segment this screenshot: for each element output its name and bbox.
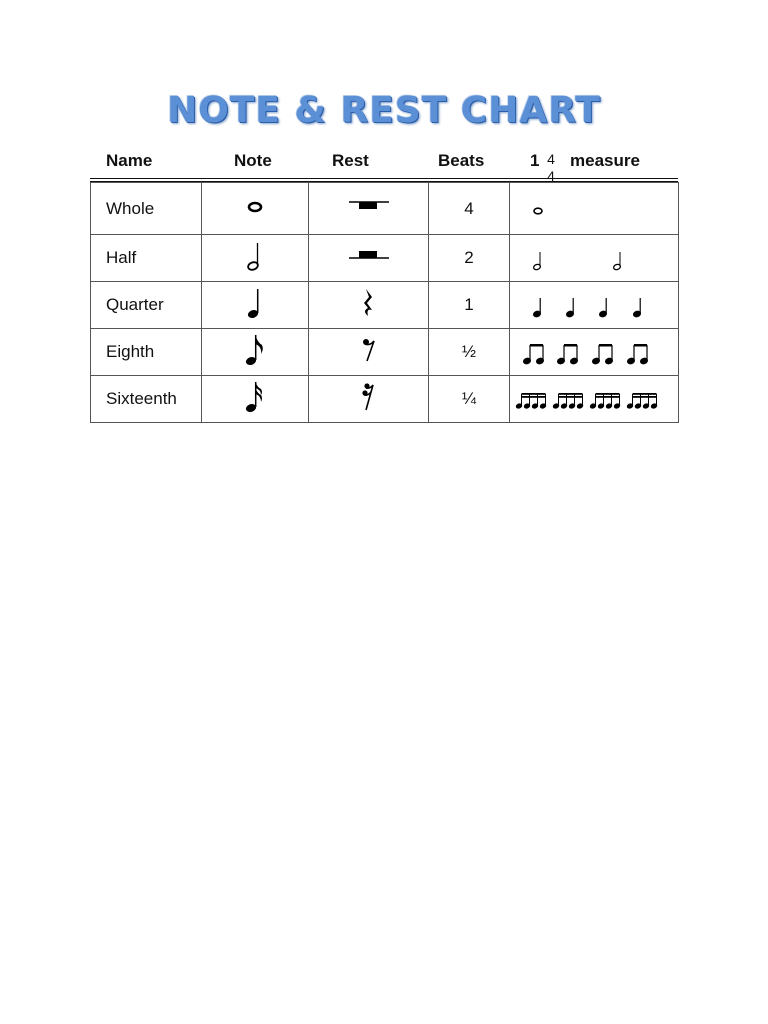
- whole-measure: [510, 183, 679, 235]
- sixteenth-measure: [510, 376, 679, 423]
- table-row: [91, 235, 679, 282]
- row-name: Eighth: [91, 329, 202, 376]
- row-name: Quarter: [91, 282, 202, 329]
- header-name: Name: [106, 151, 153, 170]
- table-row: [91, 329, 679, 376]
- time-signature-top: 4: [547, 151, 555, 167]
- row-beats: 1: [429, 282, 510, 329]
- half-measure: [510, 235, 679, 282]
- column-headers: [90, 148, 678, 184]
- sixteenth-note-icon: [202, 376, 309, 423]
- quarter-measure: [510, 282, 679, 329]
- header-beats: Beats: [438, 151, 485, 170]
- header-measure: measure: [570, 151, 640, 170]
- quarter-rest-icon: [309, 282, 429, 329]
- eighth-rest-icon: [309, 329, 429, 376]
- whole-rest-icon: [309, 183, 429, 235]
- eighth-note-icon: [202, 329, 309, 376]
- table-row: [91, 183, 679, 235]
- row-name: Half: [91, 235, 202, 282]
- header-rest: Rest: [332, 151, 369, 170]
- page-title: NOTE & REST CHART: [167, 90, 601, 131]
- time-signature-bottom: 4: [547, 168, 555, 184]
- row-name: Sixteenth: [91, 376, 202, 423]
- table-row: [91, 282, 679, 329]
- whole-note-icon: [202, 183, 309, 235]
- half-note-icon: [202, 235, 309, 282]
- row-beats: 2: [429, 235, 510, 282]
- quarter-note-icon: [202, 282, 309, 329]
- row-beats: 4: [429, 183, 510, 235]
- note-rest-table: [90, 182, 679, 423]
- row-beats: ½: [429, 329, 510, 376]
- table-row: [91, 376, 679, 423]
- header-measure-count: 1: [530, 151, 540, 170]
- row-name: Whole: [91, 183, 202, 235]
- header-note: Note: [234, 151, 272, 170]
- eighth-measure: [510, 329, 679, 376]
- sixteenth-rest-icon: [309, 376, 429, 423]
- row-beats: ¼: [429, 376, 510, 423]
- half-rest-icon: [309, 235, 429, 282]
